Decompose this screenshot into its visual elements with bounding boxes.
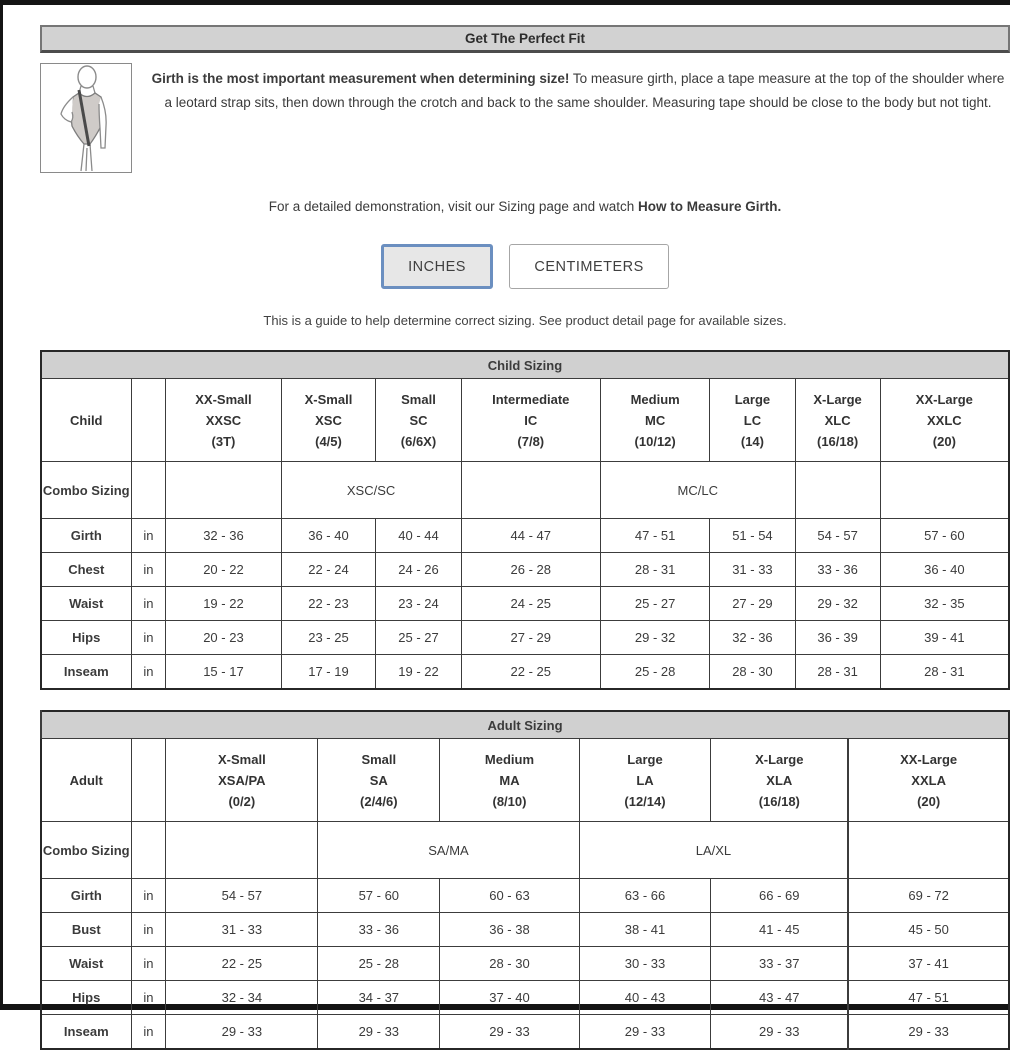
size-column-header-line: XLC	[824, 412, 851, 428]
demo-instruction-bold: How to Measure Girth.	[637, 199, 782, 214]
measurement-label: Bust	[41, 913, 131, 947]
measurement-row	[41, 913, 1009, 947]
unit-header-cell	[131, 379, 166, 462]
size-column-header	[711, 739, 848, 822]
size-value-cell: 57 - 60	[318, 879, 440, 913]
measurement-label: Hips	[41, 981, 131, 1015]
combo-sizing-cell	[461, 462, 600, 519]
size-value-cell: 22 - 25	[166, 947, 318, 981]
size-column-header-line: Small	[361, 751, 397, 767]
size-column-header-line: X-Large	[813, 391, 862, 407]
size-value-cell: 22 - 25	[461, 655, 600, 690]
size-value-cell: 36 - 38	[440, 913, 579, 947]
unit-cell: in	[131, 587, 166, 621]
size-column-header-line: (6/6X)	[400, 433, 437, 449]
size-column-header-line: XXSC	[205, 412, 242, 428]
size-value-cell: 63 - 66	[579, 879, 711, 913]
unit-cell: in	[131, 519, 166, 553]
size-column-header-line: XX-Large	[900, 751, 958, 767]
size-column-header-line: MA	[499, 772, 520, 788]
size-value-cell: 29 - 33	[711, 1015, 848, 1050]
size-column-header-line: Small	[401, 391, 436, 407]
size-value-cell: 33 - 37	[711, 947, 848, 981]
size-column-header-line: (20)	[932, 433, 956, 449]
size-column-header-line: (8/10)	[492, 793, 527, 809]
measurement-label: Girth	[41, 879, 131, 913]
size-column-header-line: SA	[369, 772, 388, 788]
size-value-cell: 29 - 33	[166, 1015, 318, 1050]
unit-cell: in	[131, 913, 166, 947]
table-title: Adult Sizing	[41, 711, 1009, 739]
centimeters-button[interactable]: CENTIMETERS	[509, 244, 668, 289]
size-value-cell: 36 - 39	[795, 621, 880, 655]
size-column-header-line: Intermediate	[492, 391, 570, 407]
size-value-cell: 45 - 50	[848, 913, 1009, 947]
combo-sizing-cell	[166, 822, 318, 879]
size-column-header-line: (20)	[917, 793, 941, 809]
size-value-cell: 25 - 27	[600, 587, 709, 621]
sizing-guide-note: This is a guide to help determine correct sizing. See product detail page for available sizes.	[263, 313, 787, 328]
page-content	[3, 5, 1010, 1050]
size-header-row	[41, 739, 1009, 822]
size-column-header-line: (4/5)	[315, 433, 342, 449]
size-column-header	[880, 379, 1009, 462]
size-value-cell: 40 - 44	[376, 519, 461, 553]
size-value-cell: 40 - 43	[579, 981, 711, 1015]
measurement-row	[41, 981, 1009, 1015]
size-column-header-line: XX-Large	[915, 391, 973, 407]
unit-cell: in	[131, 947, 166, 981]
girth-description	[146, 67, 1010, 173]
size-column-header	[710, 379, 795, 462]
size-value-cell: 54 - 57	[166, 879, 318, 913]
combo-sizing-label: Combo Sizing	[41, 462, 131, 519]
size-value-cell: 32 - 35	[880, 587, 1009, 621]
measurement-row	[41, 621, 1009, 655]
size-value-cell: 20 - 23	[166, 621, 281, 655]
size-header-row	[41, 379, 1009, 462]
size-column-header-line: XX-Small	[195, 391, 252, 407]
unit-header-cell	[131, 739, 166, 822]
size-column-header-line: (16/18)	[817, 433, 859, 449]
demo-instruction	[40, 199, 1010, 214]
size-column-header-line: X-Small	[304, 391, 353, 407]
size-value-cell: 20 - 22	[166, 553, 281, 587]
size-value-cell: 29 - 33	[440, 1015, 579, 1050]
size-column-header-line: X-Large	[755, 751, 804, 767]
measurement-row	[41, 519, 1009, 553]
measurement-row	[41, 879, 1009, 913]
size-column-header	[461, 379, 600, 462]
size-column-header-line: LC	[743, 412, 762, 428]
combo-sizing-cell	[166, 462, 281, 519]
size-value-cell: 41 - 45	[711, 913, 848, 947]
child-sizing-section	[40, 350, 1010, 690]
size-value-cell: 24 - 26	[376, 553, 461, 587]
size-value-cell: 30 - 33	[579, 947, 711, 981]
girth-description-rest: To measure girth, place a tape measure at the top of the shoulder where a leotard strap sits, then down through the crotch and back to the same shoulder. Measuring tape should be close to the body but not tight.	[164, 71, 1005, 110]
size-column-header-line: (2/4/6)	[360, 793, 398, 809]
size-value-cell: 22 - 23	[281, 587, 376, 621]
table-title: Child Sizing	[41, 351, 1009, 379]
combo-sizing-cell: SA/MA	[318, 822, 579, 879]
size-column-header	[579, 739, 711, 822]
size-value-cell: 29 - 32	[795, 587, 880, 621]
size-column-header	[166, 379, 281, 462]
size-value-cell: 34 - 37	[318, 981, 440, 1015]
size-column-header-line: MC	[645, 412, 666, 428]
size-value-cell: 27 - 29	[710, 587, 795, 621]
size-value-cell: 38 - 41	[579, 913, 711, 947]
girth-description-bold: Girth is the most important measurement when determining size!	[151, 71, 570, 86]
unit-cell: in	[131, 879, 166, 913]
size-value-cell: 47 - 51	[848, 981, 1009, 1015]
size-value-cell: 25 - 28	[600, 655, 709, 690]
unit-cell: in	[131, 621, 166, 655]
size-value-cell: 44 - 47	[461, 519, 600, 553]
combo-sizing-cell: MC/LC	[600, 462, 795, 519]
combo-sizing-cell	[795, 462, 880, 519]
size-column-header-line: (3T)	[211, 433, 236, 449]
size-value-cell: 29 - 33	[579, 1015, 711, 1050]
size-column-header-line: XXLA	[911, 772, 946, 788]
measurement-row	[41, 1015, 1009, 1050]
measurement-label: Hips	[41, 621, 131, 655]
size-value-cell: 37 - 40	[440, 981, 579, 1015]
size-value-cell: 22 - 24	[281, 553, 376, 587]
size-column-header-line: X-Small	[218, 751, 266, 767]
size-value-cell: 24 - 25	[461, 587, 600, 621]
size-column-header-line: (16/18)	[758, 793, 800, 809]
size-column-header-line: SC	[409, 412, 428, 428]
page-title-text: Get The Perfect Fit	[464, 31, 586, 46]
size-value-cell: 17 - 19	[281, 655, 376, 690]
unit-cell: in	[131, 655, 166, 690]
size-value-cell: 51 - 54	[710, 519, 795, 553]
adult-sizing-table	[40, 710, 1010, 1050]
size-value-cell: 69 - 72	[848, 879, 1009, 913]
size-column-header-line: (0/2)	[228, 793, 256, 809]
inches-button[interactable]: INCHES	[381, 244, 493, 289]
size-value-cell: 57 - 60	[880, 519, 1009, 553]
size-column-header-line: XLA	[766, 772, 793, 788]
size-column-header-line: XXLC	[927, 412, 962, 428]
measurement-row	[41, 655, 1009, 690]
unit-toggle	[40, 244, 1010, 289]
size-column-header-line: (14)	[740, 433, 764, 449]
size-value-cell: 23 - 25	[281, 621, 376, 655]
size-value-cell: 31 - 33	[710, 553, 795, 587]
size-column-header-line: (7/8)	[517, 433, 545, 449]
size-value-cell: 25 - 28	[318, 947, 440, 981]
combo-sizing-cell	[848, 822, 1009, 879]
size-column-header	[376, 379, 461, 462]
size-column-header-line: (10/12)	[634, 433, 676, 449]
size-value-cell: 36 - 40	[880, 553, 1009, 587]
measurement-label: Waist	[41, 947, 131, 981]
combo-sizing-row	[41, 822, 1009, 879]
unit-cell: in	[131, 1015, 166, 1050]
size-value-cell: 33 - 36	[795, 553, 880, 587]
size-value-cell: 28 - 31	[600, 553, 709, 587]
combo-sizing-cell: XSC/SC	[281, 462, 461, 519]
measurement-label: Chest	[41, 553, 131, 587]
size-column-header	[848, 739, 1009, 822]
size-value-cell: 32 - 34	[166, 981, 318, 1015]
size-value-cell: 23 - 24	[376, 587, 461, 621]
size-value-cell: 47 - 51	[600, 519, 709, 553]
size-column-header	[166, 739, 318, 822]
girth-intro-section	[40, 63, 1010, 173]
measurement-label: Waist	[41, 587, 131, 621]
size-value-cell: 26 - 28	[461, 553, 600, 587]
combo-sizing-row	[41, 462, 1009, 519]
combo-sizing-label: Combo Sizing	[41, 822, 131, 879]
size-column-header-line: Medium	[630, 391, 680, 407]
size-value-cell: 19 - 22	[376, 655, 461, 690]
size-column-header	[440, 739, 579, 822]
page-title	[40, 25, 1010, 53]
size-column-header-line: LA	[636, 772, 654, 788]
combo-unit-cell	[131, 822, 166, 879]
table-title-row	[41, 351, 1009, 379]
table-corner-label: Child	[41, 379, 131, 462]
size-value-cell: 33 - 36	[318, 913, 440, 947]
table-corner-label: Adult	[41, 739, 131, 822]
size-value-cell: 39 - 41	[880, 621, 1009, 655]
size-column-header	[281, 379, 376, 462]
size-column-header-line: (12/14)	[624, 793, 666, 809]
size-value-cell: 25 - 27	[376, 621, 461, 655]
size-value-cell: 37 - 41	[848, 947, 1009, 981]
size-column-header-line: XSA/PA	[218, 772, 266, 788]
combo-sizing-cell: LA/XL	[579, 822, 848, 879]
size-column-header-line: Large	[734, 391, 771, 407]
size-column-header-line: XSC	[315, 412, 342, 428]
size-value-cell: 29 - 33	[848, 1015, 1009, 1050]
adult-sizing-section	[40, 710, 1010, 1050]
size-value-cell: 54 - 57	[795, 519, 880, 553]
measurement-row	[41, 947, 1009, 981]
unit-cell: in	[131, 981, 166, 1015]
combo-sizing-cell	[880, 462, 1009, 519]
size-value-cell: 32 - 36	[710, 621, 795, 655]
size-value-cell: 32 - 36	[166, 519, 281, 553]
size-value-cell: 43 - 47	[711, 981, 848, 1015]
size-column-header	[318, 739, 440, 822]
demo-instruction-text: For a detailed demonstration, visit our Sizing page and watch	[268, 199, 638, 214]
leotard-girth-diagram-icon	[40, 63, 132, 173]
size-value-cell: 29 - 32	[600, 621, 709, 655]
measurement-label: Inseam	[41, 1015, 131, 1050]
size-column-header	[600, 379, 709, 462]
size-value-cell: 66 - 69	[711, 879, 848, 913]
unit-cell: in	[131, 553, 166, 587]
measurement-row	[41, 587, 1009, 621]
size-value-cell: 27 - 29	[461, 621, 600, 655]
measurement-row	[41, 553, 1009, 587]
size-value-cell: 29 - 33	[318, 1015, 440, 1050]
size-value-cell: 28 - 31	[880, 655, 1009, 690]
measurement-label: Inseam	[41, 655, 131, 690]
size-value-cell: 28 - 30	[710, 655, 795, 690]
table-title-row	[41, 711, 1009, 739]
child-sizing-table	[40, 350, 1010, 690]
size-value-cell: 28 - 30	[440, 947, 579, 981]
measurement-label: Girth	[41, 519, 131, 553]
size-column-header-line: Medium	[484, 751, 535, 767]
size-value-cell: 28 - 31	[795, 655, 880, 690]
size-value-cell: 31 - 33	[166, 913, 318, 947]
size-value-cell: 36 - 40	[281, 519, 376, 553]
leotard-figure-drawing	[41, 64, 131, 172]
size-column-header-line: IC	[524, 412, 538, 428]
size-value-cell: 19 - 22	[166, 587, 281, 621]
size-column-header-line: Large	[627, 751, 663, 767]
size-value-cell: 15 - 17	[166, 655, 281, 690]
size-column-header	[795, 379, 880, 462]
combo-unit-cell	[131, 462, 166, 519]
size-value-cell: 60 - 63	[440, 879, 579, 913]
